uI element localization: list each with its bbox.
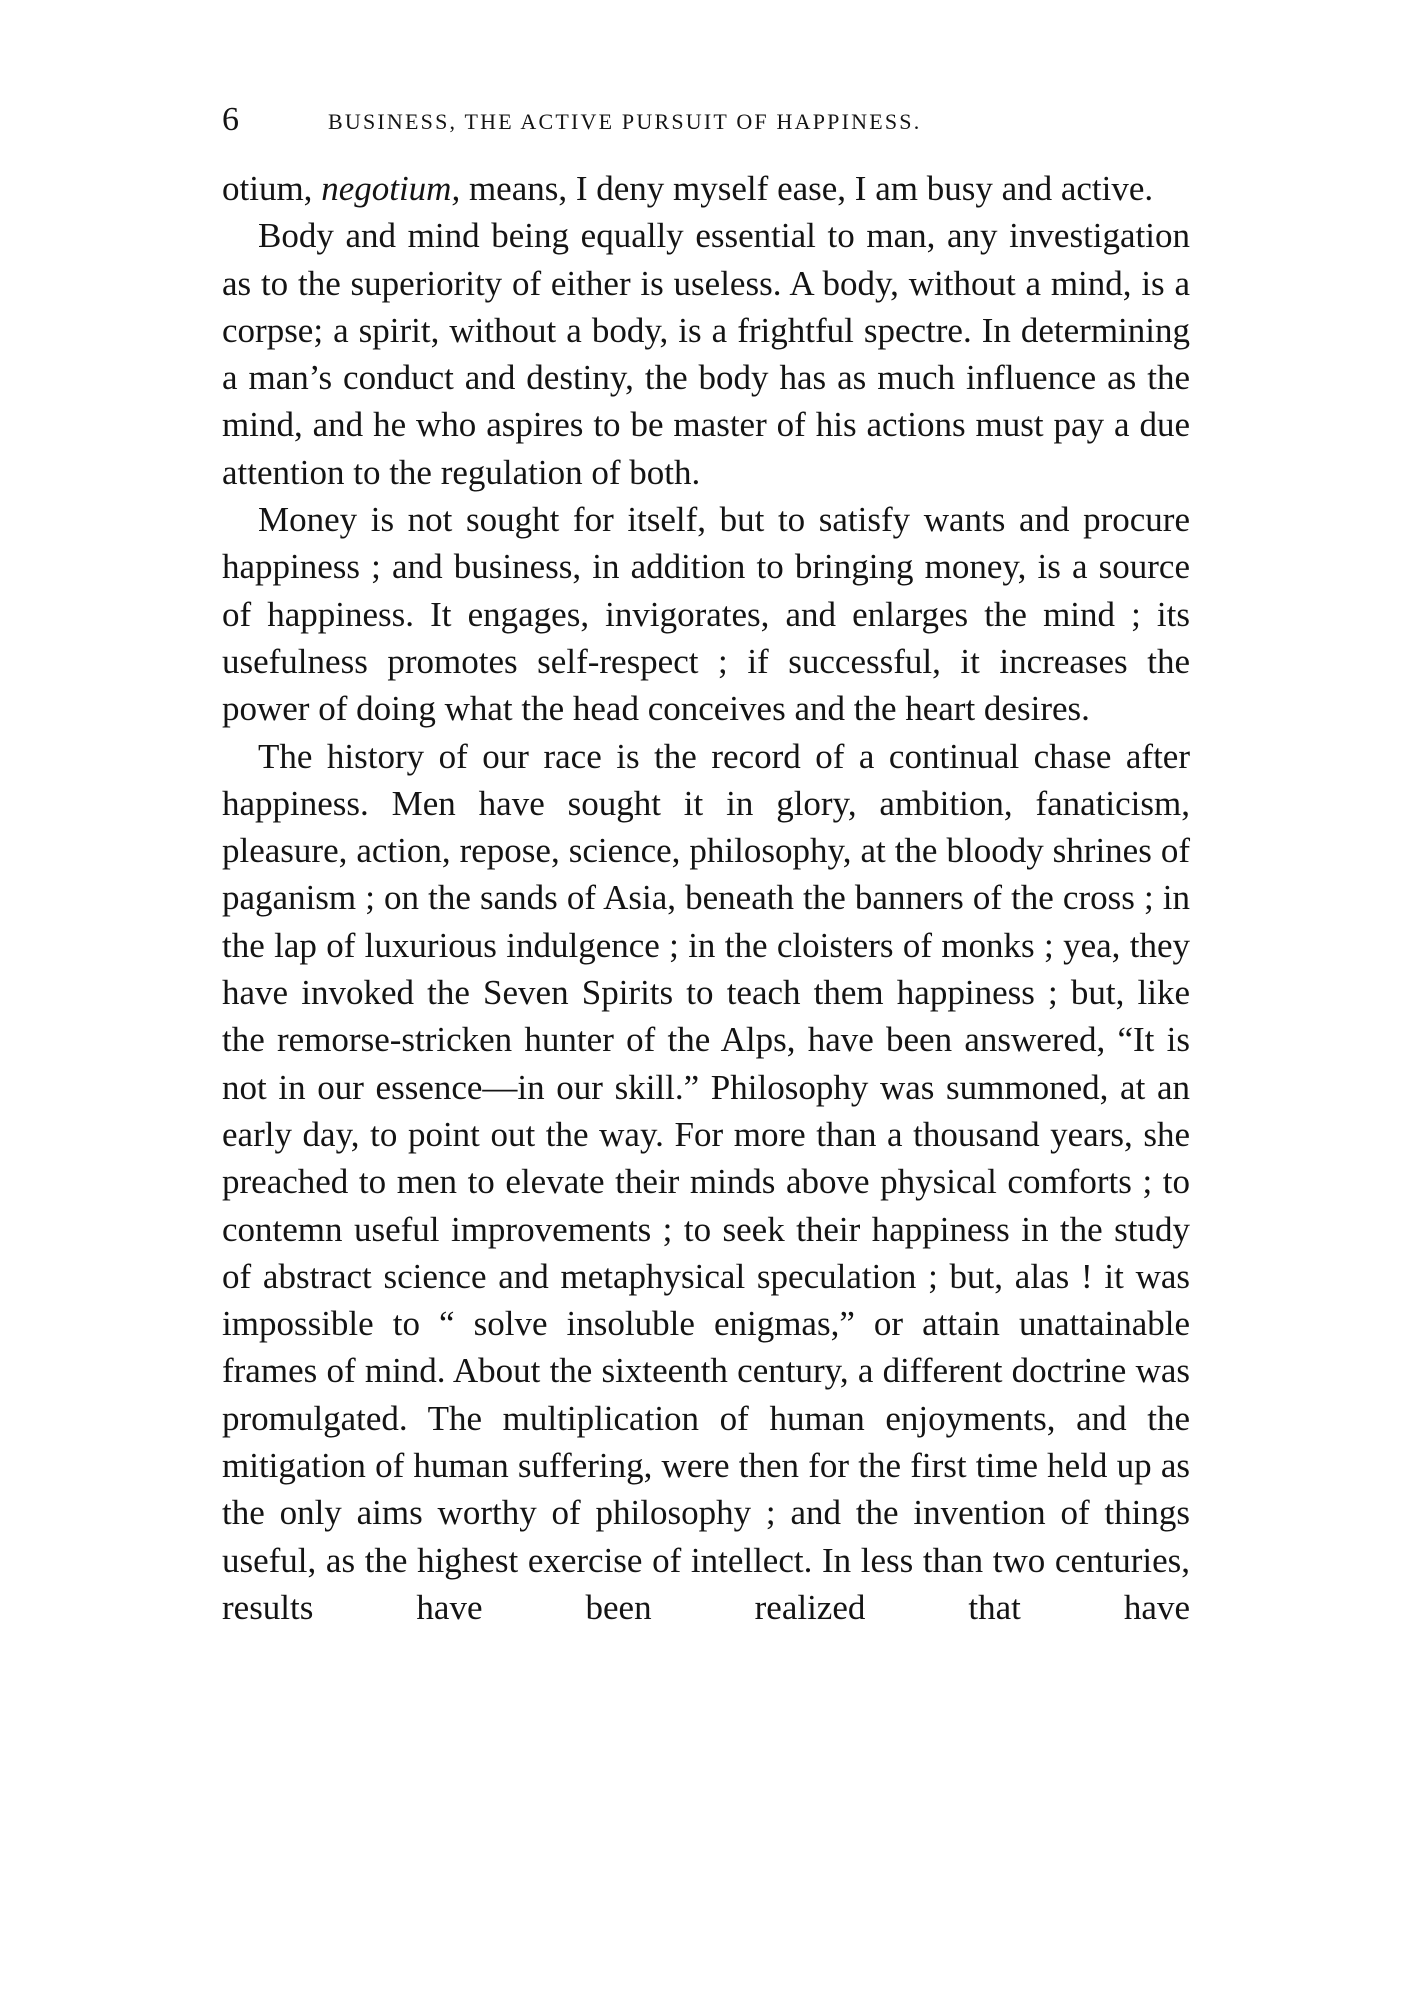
paragraph-text-post: means, I deny myself ease, I am busy and active. (460, 169, 1154, 208)
paragraph-text-pre: otium, (222, 169, 322, 208)
italic-term: negotium, (321, 169, 461, 208)
running-header (222, 98, 1182, 142)
paragraph-history: The history of our race is the record of a continual chase after happiness. Men have sought it in glory, ambition, fanaticism, pleasure, action, repose, science, philosophy, at the bloody shrines of paganism ; on the sands of Asia, beneath the banners of the cross ; in the lap of luxurious indulgence ; in the cloisters of monks ; yea, they have invoked the Seven Spirits to teach them happiness ; but, like the remorse-stricken hunter of the Alps, have been answered, “It is not in our essence—in our skill.” Philosophy was summoned, at an early day, to point out the way. For more than a thousand years, she preached to men to elevate their minds above physical comforts ; to contemn useful improvements ; to seek their happiness in the study of abstract science and metaphysical speculation ; but, alas ! it was impossible to “ solve insoluble enigmas,” or attain unattainable frames of mind. About the sixteenth century, a different doctrine was promulgated. The multiplication of human enjoyments, and the mitigation of human suffering, were then for the first time held up as the only aims worthy of philosophy ; and the invention of things useful, as the highest exercise of intellect. In less than two centuries, results have been realized that have (222, 736, 1190, 1627)
paragraph-money: Money is not sought for itself, but to satisfy wants and procure happiness ; and business, in addition to bringing money, is a source of happiness. It engages, invigorates, and enlarges the mind ; its usefulness promotes self-respect ; if successful, it increases the power of doing what the head conceives and the heart desires. (222, 500, 1190, 729)
page-number: 6 (222, 101, 239, 138)
paragraph-body-and-mind: Body and mind being equally essential to man, any investigation as to the superiority of either is useless. A body, without a mind, is a corpse; a spirit, without a body, is a frightful spectre. In determining a man’s conduct and destiny, the body has as much influence as the mind, and he who aspires to be master of his actions must pay a due attention to the regulation of both. (222, 216, 1190, 492)
paragraph-continuation (222, 165, 1190, 212)
page-body (222, 165, 1190, 1631)
running-title: BUSINESS, THE ACTIVE PURSUIT OF HAPPINESS. (328, 109, 922, 134)
